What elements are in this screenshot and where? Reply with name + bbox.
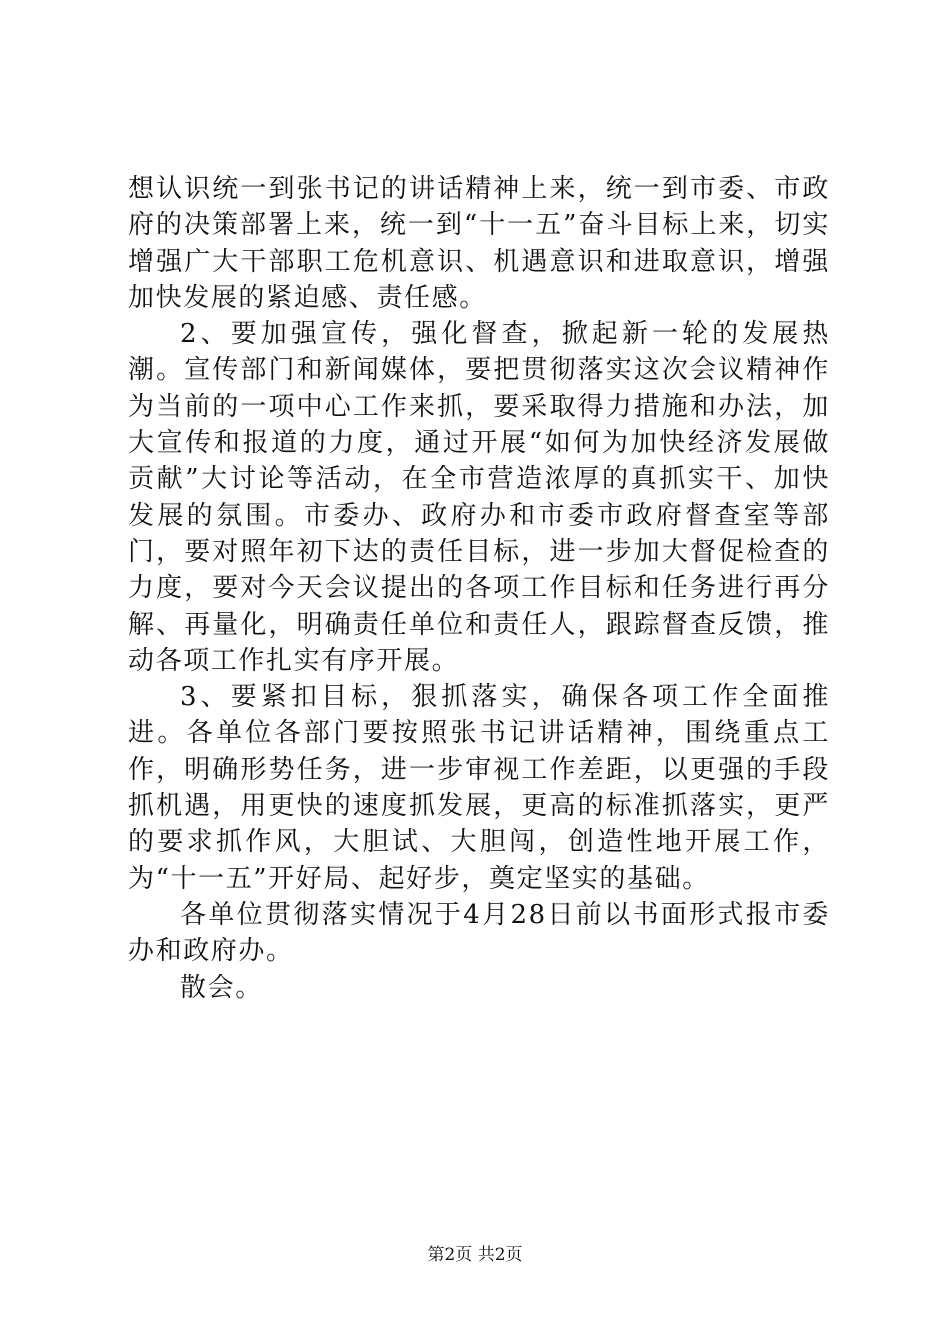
paragraph-report-deadline: 各单位贯彻落实情况于4月28日前以书面形式报市委办和政府办。 bbox=[128, 899, 830, 967]
paragraph-item-3: 3、要紧扣目标，狠抓落实，确保各项工作全面推进。各单位各部门要按照张书记讲话精神，围绕重点工作，明确形势任务，进一步审视工作差距，以更强的手段抓机遇，用更快的速度抓发展，更高的标准抓落实，更严的要求抓作风，大胆试、大胆闯，创造性地开展工作，为“十一五”开好局、起好步，奠定坚实的基础。 bbox=[128, 682, 830, 894]
page-footer: 第2页 共2页 bbox=[427, 1245, 523, 1265]
paragraph-closing: 散会。 bbox=[180, 972, 263, 1003]
document-body bbox=[128, 171, 830, 1006]
paragraph-continuation: 想认识统一到张书记的讲话精神上来，统一到市委、市政府的决策部署上来，统一到“十一五”奋斗目标上来，切实增强广大干部职工危机意识、机遇意识和进取意识，增强加快发展的紧迫感、责任感。 bbox=[128, 174, 830, 313]
paragraph-item-2: 2、要加强宣传，强化督查，掀起新一轮的发展热潮。宣传部门和新闻媒体，要把贯彻落实这次会议精神作为当前的一项中心工作来抓，要采取得力措施和办法，加大宣传和报道的力度，通过开展“如何为加快经济发展做贡献”大讨论等活动，在全市营造浓厚的真抓实干、加快发展的氛围。市委办、政府办和市委市政府督查室等部门，要对照年初下达的责任目标，进一步加大督促检查的力度，要对今天会议提出的各项工作目标和任务进行再分解、再量化，明确责任单位和责任人，跟踪督查反馈，推动各项工作扎实有序开展。 bbox=[128, 319, 830, 676]
